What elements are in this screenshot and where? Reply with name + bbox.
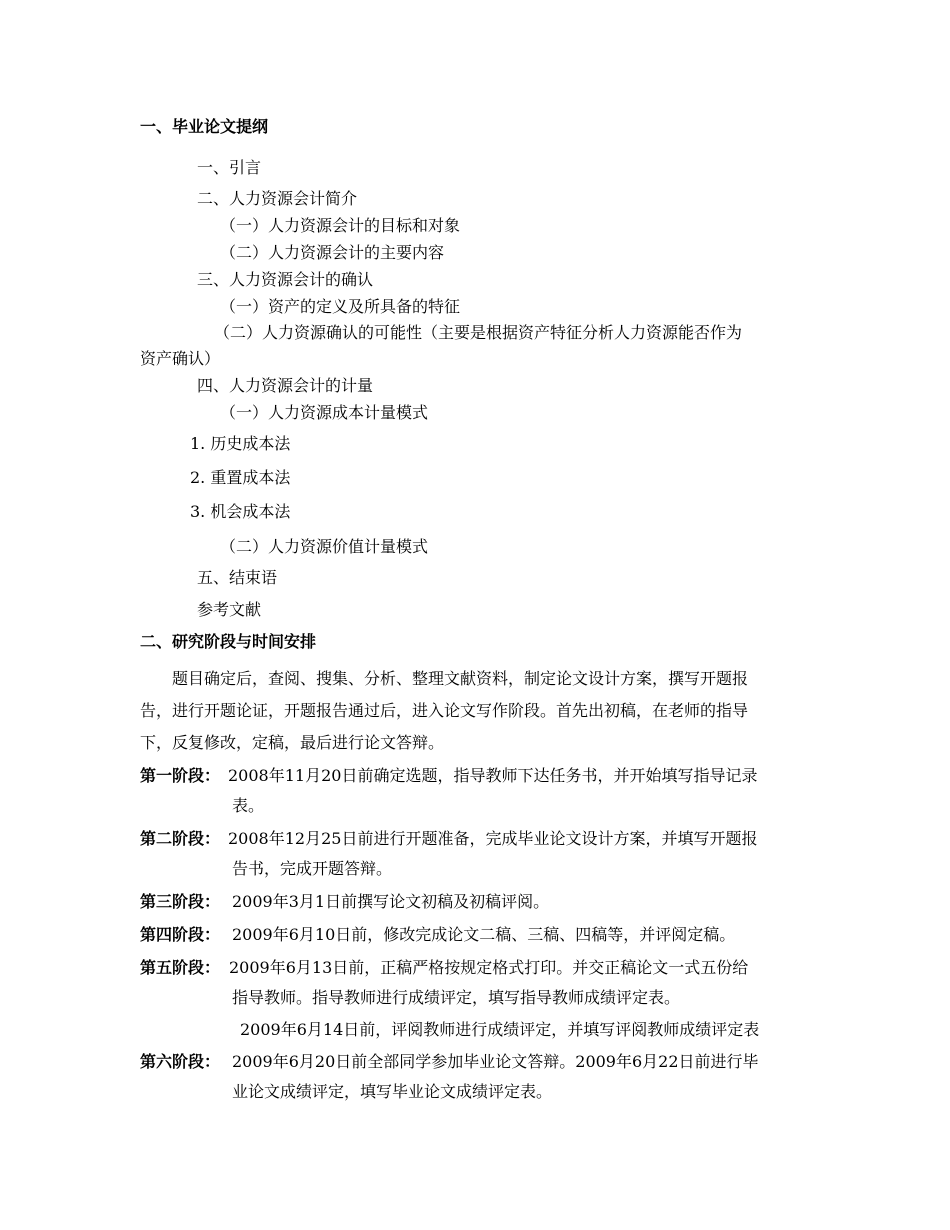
outline-item: 五、结束语 bbox=[197, 568, 278, 587]
intro-paragraph-line: 下，反复修改，定稿，最后进行论文答辩。 bbox=[140, 733, 445, 752]
stage-label: 第六阶段： bbox=[140, 1052, 221, 1071]
outline-item: （二）人力资源价值计量模式 bbox=[220, 537, 429, 556]
stage-text: 2009年6月13日前，正稿严格按规定格式打印。并交正稿论文一式五份给 bbox=[229, 958, 749, 977]
section-heading-schedule: 二、研究阶段与时间安排 bbox=[140, 632, 317, 651]
outline-item: 二、人力资源会计简介 bbox=[197, 189, 358, 208]
outline-item: （一）人力资源会计的目标和对象 bbox=[220, 216, 461, 235]
stage-label: 第二阶段： bbox=[140, 829, 221, 848]
stage-text: 表。 bbox=[232, 796, 265, 815]
stage-label: 第三阶段： bbox=[140, 892, 221, 911]
outline-item: （一）资产的定义及所具备的特征 bbox=[220, 297, 461, 316]
section-heading-outline: 一、毕业论文提纲 bbox=[140, 117, 269, 136]
stage-text: 2009年6月20日前全部同学参加毕业论文答辩。2009年6月22日前进行毕 bbox=[232, 1052, 759, 1071]
outline-item: 资产确认） bbox=[140, 349, 221, 368]
outline-item: 3. 机会成本法 bbox=[190, 502, 291, 521]
outline-item: 三、人力资源会计的确认 bbox=[197, 270, 374, 289]
outline-item: （一）人力资源成本计量模式 bbox=[220, 403, 429, 422]
stage-text: 业论文成绩评定，填写毕业论文成绩评定表。 bbox=[232, 1082, 553, 1101]
stage-label: 第四阶段： bbox=[140, 925, 221, 944]
outline-item: 1. 历史成本法 bbox=[190, 434, 291, 453]
stage-text: 告书，完成开题答辩。 bbox=[232, 859, 393, 878]
stage-text: 2009年3月1日前撰写论文初稿及初稿评阅。 bbox=[232, 892, 550, 911]
stage-label: 第一阶段： bbox=[140, 766, 221, 785]
stage-label: 第五阶段： bbox=[140, 958, 221, 977]
stage-text: 2008年11月20日前确定选题，指导教师下达任务书，并开始填写指导记录 bbox=[228, 766, 758, 785]
outline-item: 参考文献 bbox=[197, 600, 262, 619]
outline-item: 四、人力资源会计的计量 bbox=[197, 376, 374, 395]
stage-text: 2008年12月25日前进行开题准备，完成毕业论文设计方案，并填写开题报 bbox=[228, 829, 758, 848]
stage-text: 2009年6月10日前，修改完成论文二稿、三稿、四稿等，并评阅定稿。 bbox=[232, 925, 736, 944]
stage-text: 2009年6月14日前，评阅教师进行成绩评定，并填写评阅教师成绩评定表 bbox=[240, 1020, 760, 1039]
outline-item: （二）人力资源会计的主要内容 bbox=[220, 243, 445, 262]
outline-item: 一、引言 bbox=[197, 158, 262, 177]
intro-paragraph-line: 题目确定后，查阅、搜集、分析、整理文献资料，制定论文设计方案，撰写开题报 bbox=[172, 669, 749, 688]
stage-text: 指导教师。指导教师进行成绩评定，填写指导教师成绩评定表。 bbox=[232, 988, 681, 1007]
outline-item: 2. 重置成本法 bbox=[190, 468, 291, 487]
outline-item: （二）人力资源确认的可能性（主要是根据资产特征分析人力资源能否作为 bbox=[214, 323, 743, 342]
intro-paragraph-line: 告，进行开题论证，开题报告通过后，进入论文写作阶段。首先出初稿，在老师的指导 bbox=[140, 701, 749, 720]
